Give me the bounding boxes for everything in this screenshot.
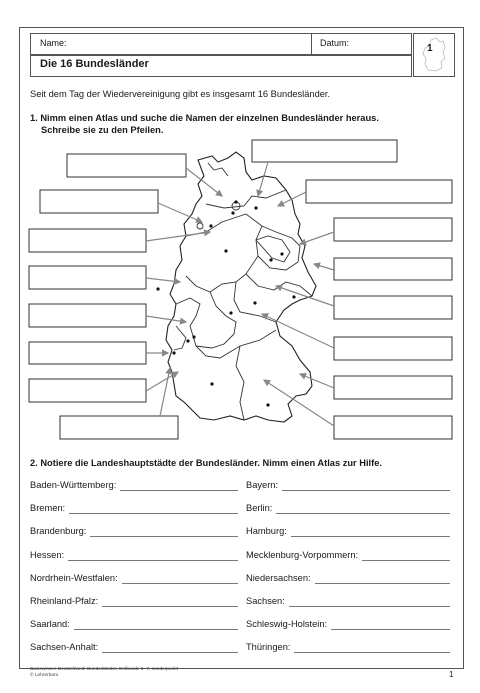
label-box-11[interactable] [334, 337, 452, 360]
capital-label-left: Saarland: [30, 619, 70, 630]
capital-answer-line[interactable] [276, 513, 450, 514]
footer-line2: © Lehrerbüro [30, 672, 59, 678]
capital-label-right: Schleswig-Holstein: [246, 619, 328, 630]
label-box-13[interactable] [334, 376, 452, 399]
capital-answer-line[interactable] [362, 560, 450, 561]
capital-answer-line[interactable] [331, 629, 450, 630]
label-box-10[interactable] [29, 304, 146, 327]
capital-label-left: Sachsen-Anhalt: [30, 642, 99, 653]
label-box-14[interactable] [29, 379, 146, 402]
name-label: Name: [40, 38, 67, 48]
label-box-8[interactable] [29, 266, 146, 289]
label-box-9[interactable] [334, 296, 452, 319]
capital-label-right: Berlin: [246, 503, 273, 514]
page-number: 1 [449, 670, 454, 679]
capital-answer-line[interactable] [69, 513, 238, 514]
capital-answer-line[interactable] [122, 583, 238, 584]
task1-instruction: 1. Nimm einen Atlas und suche die Namen der einzelnen Bundesländer heraus. [30, 113, 379, 123]
capital-label-left: Brandenburg: [30, 526, 87, 537]
label-box-7[interactable] [334, 258, 452, 280]
capital-answer-line[interactable] [102, 652, 238, 653]
label-box-4[interactable] [40, 190, 158, 213]
capital-answer-line[interactable] [120, 490, 238, 491]
task2-instruction: 2. Notiere die Landeshauptstädte der Bundesländer. Nimm einen Atlas zur Hilfe. [30, 458, 382, 468]
footer-line1: Basiswissen Deutschland: Bundesländer, Erdkunde 5–7, sonderpunkt [30, 667, 178, 672]
capital-answer-line[interactable] [294, 652, 450, 653]
capital-label-left: Bremen: [30, 503, 66, 514]
label-box-3[interactable] [306, 180, 452, 203]
capital-answer-line[interactable] [291, 536, 450, 537]
capital-answer-line[interactable] [102, 606, 238, 607]
label-box-1[interactable] [67, 154, 186, 177]
task1-instruction-cont: Schreibe sie zu den Pfeilen. [41, 125, 164, 135]
capital-label-right: Bayern: [246, 480, 279, 490]
date-label: Datum: [320, 38, 350, 48]
germany-map-outline [166, 152, 316, 422]
intro-text: Seit dem Tag der Wiedervereinigung gibt es insgesamt 16 Bundesländer. [30, 89, 331, 99]
capital-label-right: Sachsen: [246, 596, 285, 606]
label-box-2[interactable] [252, 140, 397, 162]
label-box-6[interactable] [29, 229, 146, 252]
capital-label-right: Thüringen: [246, 642, 291, 653]
worksheet-title: Die 16 Bundesländer [40, 58, 149, 70]
label-box-12[interactable] [29, 342, 146, 364]
capital-answer-line[interactable] [289, 606, 450, 607]
page-badge-number: 1 [427, 43, 433, 54]
capital-label-left: Rheinland-Pfalz: [30, 596, 99, 606]
capital-label-left: Hessen: [30, 549, 65, 560]
capital-answer-line[interactable] [68, 560, 238, 561]
label-box-5[interactable] [334, 218, 452, 241]
capital-label-left: Baden-Württemberg: [30, 480, 117, 490]
capital-label-right: Mecklenburg-Vorpommern: [246, 549, 359, 560]
capital-answer-line[interactable] [282, 490, 450, 491]
capital-label-right: Hamburg: [246, 526, 287, 537]
label-box-15[interactable] [334, 416, 452, 439]
capital-label-left: Nordrhein-Westfalen: [30, 572, 118, 583]
label-box-16[interactable] [60, 416, 178, 439]
footer-source [30, 667, 178, 678]
capital-answer-line[interactable] [90, 536, 238, 537]
capital-answer-line[interactable] [315, 583, 450, 584]
capital-label-right: Niedersachsen: [246, 572, 311, 583]
capital-answer-line[interactable] [74, 629, 238, 630]
